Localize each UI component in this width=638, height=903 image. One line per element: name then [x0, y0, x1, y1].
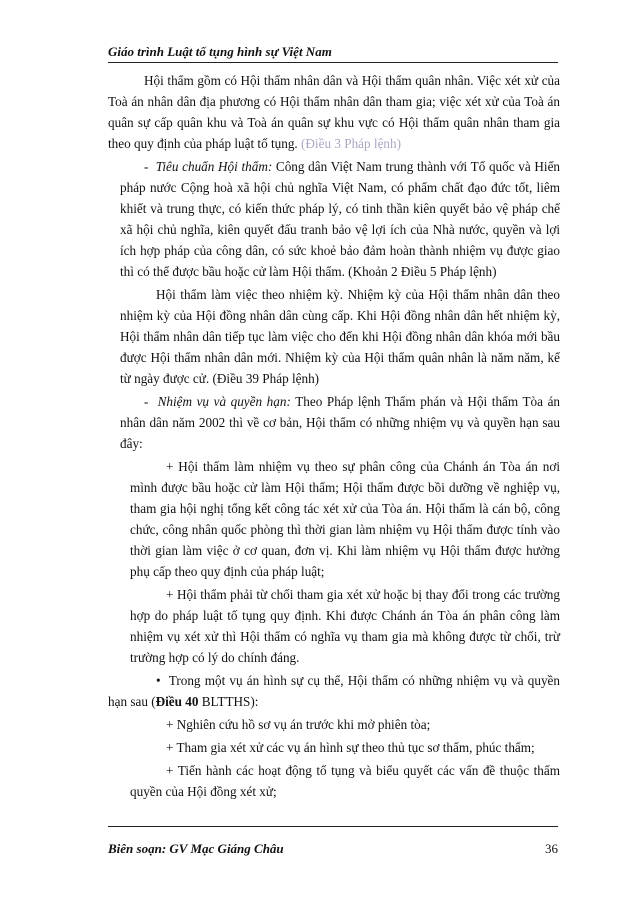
article-reference: Điều 40 [155, 694, 199, 709]
paragraph-specific-case-duties: • Trong một vụ án hình sự cụ thể, Hội thẩm có những nhiệm vụ và quyền hạn sau (Điều 40 BLTTHS): [108, 673, 560, 709]
paragraph-term-of-office: Hội thẩm làm việc theo nhiệm kỳ. Nhiệm kỳ của Hội thẩm nhân dân theo nhiệm kỳ của Hội đồng nhân dân cùng cấp. Khi Hội đồng nhân dân hết nhiệm kỳ, Hội thẩm nhân dân tiếp tục làm việc cho đến khi Hội đồng nhân dân khóa mới bầu được Hội thẩm nhân dân mới. Nhiệm kỳ của Hội thẩm quân nhân là năm năm, kể từ ngày được cử. (Điều 39 Pháp lệnh) [120, 287, 560, 386]
paragraph-duties-intro: - Nhiệm vụ và quyền hạn: Theo Pháp lệnh Thẩm phán và Hội thẩm Tòa án nhân dân năm 2002 thì về cơ bản, Hội thẩm có những nhiệm vụ và quyền hạn sau đây: [120, 394, 561, 451]
list-item-study-dossier: + Nghiên cứu hồ sơ vụ án trước khi mở phiên tòa; [166, 717, 431, 732]
list-item-participate-trial: + Tham gia xét xử các vụ án hình sự theo thủ tục sơ thẩm, phúc thẩm; [166, 740, 535, 755]
list-item-duty-assignment: + Hội thẩm làm nhiệm vụ theo sự phân công của Chánh án Tòa án nơi mình được bầu hoặc cử làm Hội thẩm; Hội thẩm được bồi dưỡng về nghiệp vụ, tham gia hội nghị tổng kết công tác xét xử của Tòa án. Hội thẩm là cán bộ, công chức, công nhân quốc phòng thì thời gian làm nhiệm vụ Hội thẩm được tính vào thời gian làm việc ở cơ quan, đơn vị. Khi làm nhiệm vụ Hội thẩm được hưởng phụ cấp theo quy định của pháp luật; [130, 459, 560, 579]
paragraph-judge-standards: - Tiêu chuẩn Hội thẩm: Công dân Việt Nam trung thành với Tổ quốc và Hiến pháp nước Cộng hoà xã hội chủ nghĩa Việt Nam, có phẩm chất đạo đức tốt, liêm khiết và trung thực, có kiến thức pháp lý, có tinh thần kiên quyết bảo vệ pháp chế xã hội chủ nghĩa, kiên quyết đấu tranh bảo vệ lợi ích của Nhà nước, quyền và lợi ích hợp pháp của công dân, có sức khoẻ bảo đảm hoàn thành nhiệm vụ được giao thì có thể được bầu hoặc cử làm Hội thẩm. (Khoản 2 Điều 5 Pháp lệnh) [120, 159, 561, 279]
muted-reference: (Điều 3 Pháp lệnh) [301, 136, 401, 151]
page-body [108, 70, 560, 802]
page-footer [108, 826, 558, 857]
section-label-standards: Tiêu chuẩn Hội thẩm: [155, 159, 273, 174]
footer-author: Biên soạn: GV Mạc Giáng Châu [108, 841, 284, 856]
section-label-duties: Nhiệm vụ và quyền hạn: [157, 394, 291, 409]
dash-marker: - [144, 159, 149, 174]
list-item-duty-refusal: + Hội thẩm phải từ chối tham gia xét xử hoặc bị thay đổi trong các trường hợp do pháp luật tố tụng quy định. Khi được Chánh án Tòa án phân công làm nhiệm vụ xét xử thì Hội thẩm có nghĩa vụ tham gia mà không được từ chối, trừ trường hợp có lý do chính đáng. [130, 587, 560, 665]
page-header [108, 44, 558, 63]
paragraph-judges-composition: Hội thẩm gồm có Hội thẩm nhân dân và Hội thẩm quân nhân. Việc xét xử của Toà án nhân dân địa phương có Hội thẩm nhân dân tham gia; việc xét xử của Toà án quân sự cấp quân khu và Toà án quân sự khu vực có Hội thẩm quân nhân tham gia theo quy định của pháp luật tố tụng. (Điều 3 Pháp lệnh) [108, 73, 560, 151]
page-number: 36 [545, 841, 558, 856]
bullet-icon: • [156, 673, 161, 688]
list-item-procedural-activities: + Tiến hành các hoạt động tố tụng và biểu quyết các vấn đề thuộc thẩm quyền của Hội đồng xét xử; [130, 763, 560, 799]
dash-marker: - [144, 394, 149, 409]
document-title: Giáo trình Luật tố tụng hình sự Việt Nam [108, 44, 332, 59]
